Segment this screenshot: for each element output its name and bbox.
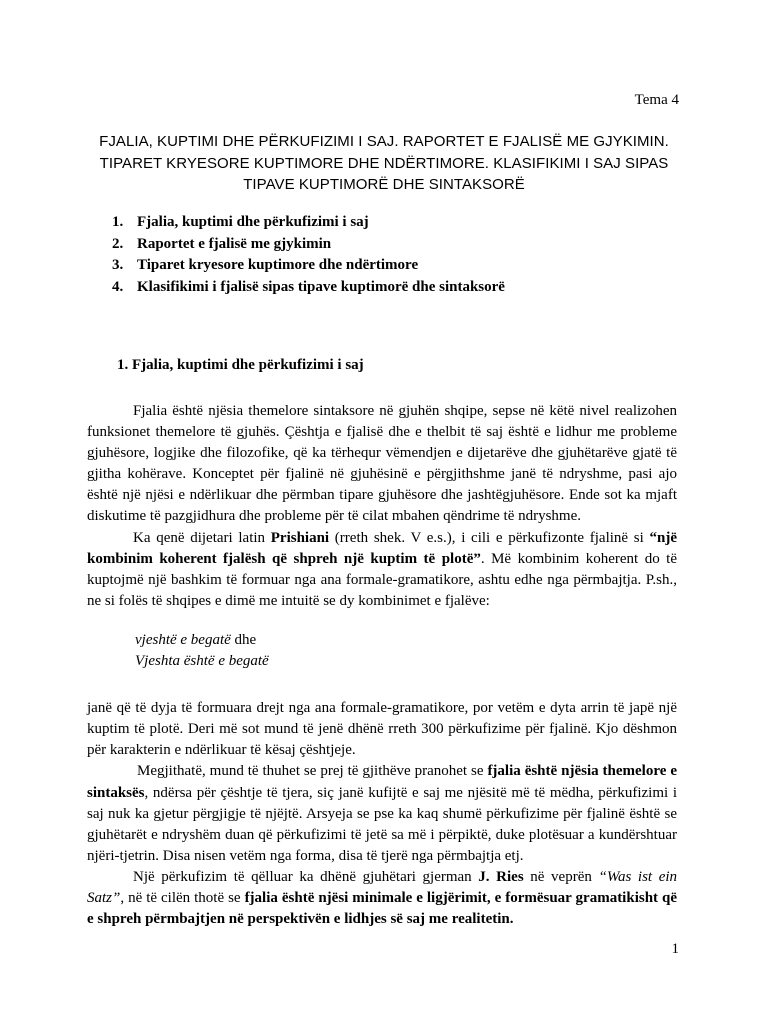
toc-item	[112, 277, 505, 299]
paragraph-3: janë që të dyja të formuara drejt nga ana formale-gramatikore, por vetëm e dyta arrin të japë një kuptim të plotë. Deri më sot mund të jenë dhënë rreth 300 përkufizime për fjalinë. Kjo dëshmon për karakterin e ndërlikuar të kësaj çështjeje.	[87, 700, 677, 759]
document-title	[80, 131, 688, 196]
topic-label: Tema 4	[634, 92, 679, 108]
toc-number: 3.	[112, 257, 124, 273]
text-run: , në të cilën thotë se	[120, 889, 245, 906]
ries-definition: fjalia është njësi minimale e ligjërimit, e formësuar gramatikisht që e shpreh përmbajtjen në perspektivën e lidhjes së saj me realitetin.	[87, 889, 678, 928]
key-definition: fjalia është njësia themelore e sintaksës	[87, 763, 677, 801]
toc-text: Raportet e fjalisë me gjykimin	[137, 235, 332, 252]
text-run: Një përkufizim të qëlluar ka dhënë gjuhëtari gjerman	[133, 868, 479, 885]
table-of-contents	[112, 212, 505, 298]
section-heading: 1. Fjalia, kuptimi dhe përkufizimi i saj	[117, 357, 364, 373]
toc-number: 1.	[112, 214, 124, 230]
work-title: “Was ist ein Satz”	[87, 868, 678, 906]
toc-text: Tiparet kryesore kuptimore dhe ndërtimore	[137, 257, 419, 273]
text-run: në veprën	[523, 868, 599, 885]
title-line-2: TIPARET KRYESORE KUPTIMORE DHE NDËRTIMORE. KLASIFIKIMI I SAJ SIPAS	[99, 154, 669, 172]
toc-item	[112, 212, 505, 234]
example-1: vjeshtë e begatë	[135, 631, 231, 648]
definition-quote: “një kombinim koherent fjalësh që shpreh një kuptim të plotë”	[87, 529, 677, 567]
text-run: . Më kombinim koherent do të kuptojmë një bashkim të formuar nga ana formale-gramatikore, ashtu edhe nga përmbajtja. P.sh., ne si folës të shqipes e dimë me intuitë se dy kombinimet e fjalëve:	[87, 550, 677, 609]
paragraph-2	[87, 528, 677, 612]
body-text	[87, 401, 677, 930]
author-name: Prishiani	[270, 529, 330, 546]
title-line-3: TIPAVE KUPTIMORË DHE SINTAKSORË	[243, 176, 525, 193]
paragraph-1: Fjalia është njësia themelore sintaksore në gjuhën shqipe, sepse në këtë nivel realizohen funksionet themelore të gjuhës. Çështja e fjalisë dhe e thelbit të saj është e lidhur me probleme gjuhësore, logjike dhe filozofike, që ka tërhequr vëmendjen e dijetarëve dhe gjuhëtarëve gjatë të gjitha kohërave. Konceptet për fjalinë në gjuhësinë e përgjithshme janë të ndryshme, pasi ajo është një njësi e ndërlikuar dhe përmban tipare gjuhësore dhe jashtëgjuhësore. Ende sot ka mjaft diskutime të pazgjidhura dhe probleme për të cilat mbahen qëndrime të ndryshme.	[87, 403, 677, 525]
example-block	[135, 630, 677, 672]
text-run: , ndërsa për çështje të tjera, siç janë kufijtë e saj me njësitë më të mëdha, përkufizimi i saj nuk ka gjetur përgjigje të njëjtë. Arsyeja se pse ka kaq shumë përkufizime për fjalinë është se gjuhëtarët e ndryshëm duan që përkufizimi të jetë sa më i përpiktë, duke plotësuar a kundërshtuar njëri-tjetrin. Disa nisen vetëm nga forma, disa të tjerë nga përmbajtja etj.	[87, 784, 677, 864]
paragraph-5	[87, 867, 677, 930]
page-number: 1	[671, 941, 679, 957]
title-line-1: FJALIA, KUPTIMI DHE PËRKUFIZIMI I SAJ. RAPORTET E FJALISË ME GJYKIMIN.	[99, 133, 669, 150]
toc-text: Klasifikimi i fjalisë sipas tipave kuptimorë dhe sintaksorë	[137, 278, 505, 295]
example-2: Vjeshta është e begatë	[135, 653, 269, 670]
toc-text: Fjalia, kuptimi dhe përkufizimi i saj	[137, 214, 369, 230]
text-run: Megjithatë, mund të thuhet se prej të gjithëve pranohet se	[137, 763, 488, 780]
author-name: J. Ries	[478, 868, 524, 885]
toc-number: 4.	[112, 278, 124, 295]
toc-item	[112, 234, 505, 256]
toc-number: 2.	[112, 235, 124, 252]
example-conjunction: dhe	[230, 631, 257, 648]
text-run: Ka qenë dijetari latin	[133, 529, 271, 546]
paragraph-4	[87, 761, 677, 866]
toc-item	[112, 255, 505, 277]
text-run: (rreth shek. V e.s.), i cili e përkufizonte fjalinë si	[329, 529, 650, 546]
